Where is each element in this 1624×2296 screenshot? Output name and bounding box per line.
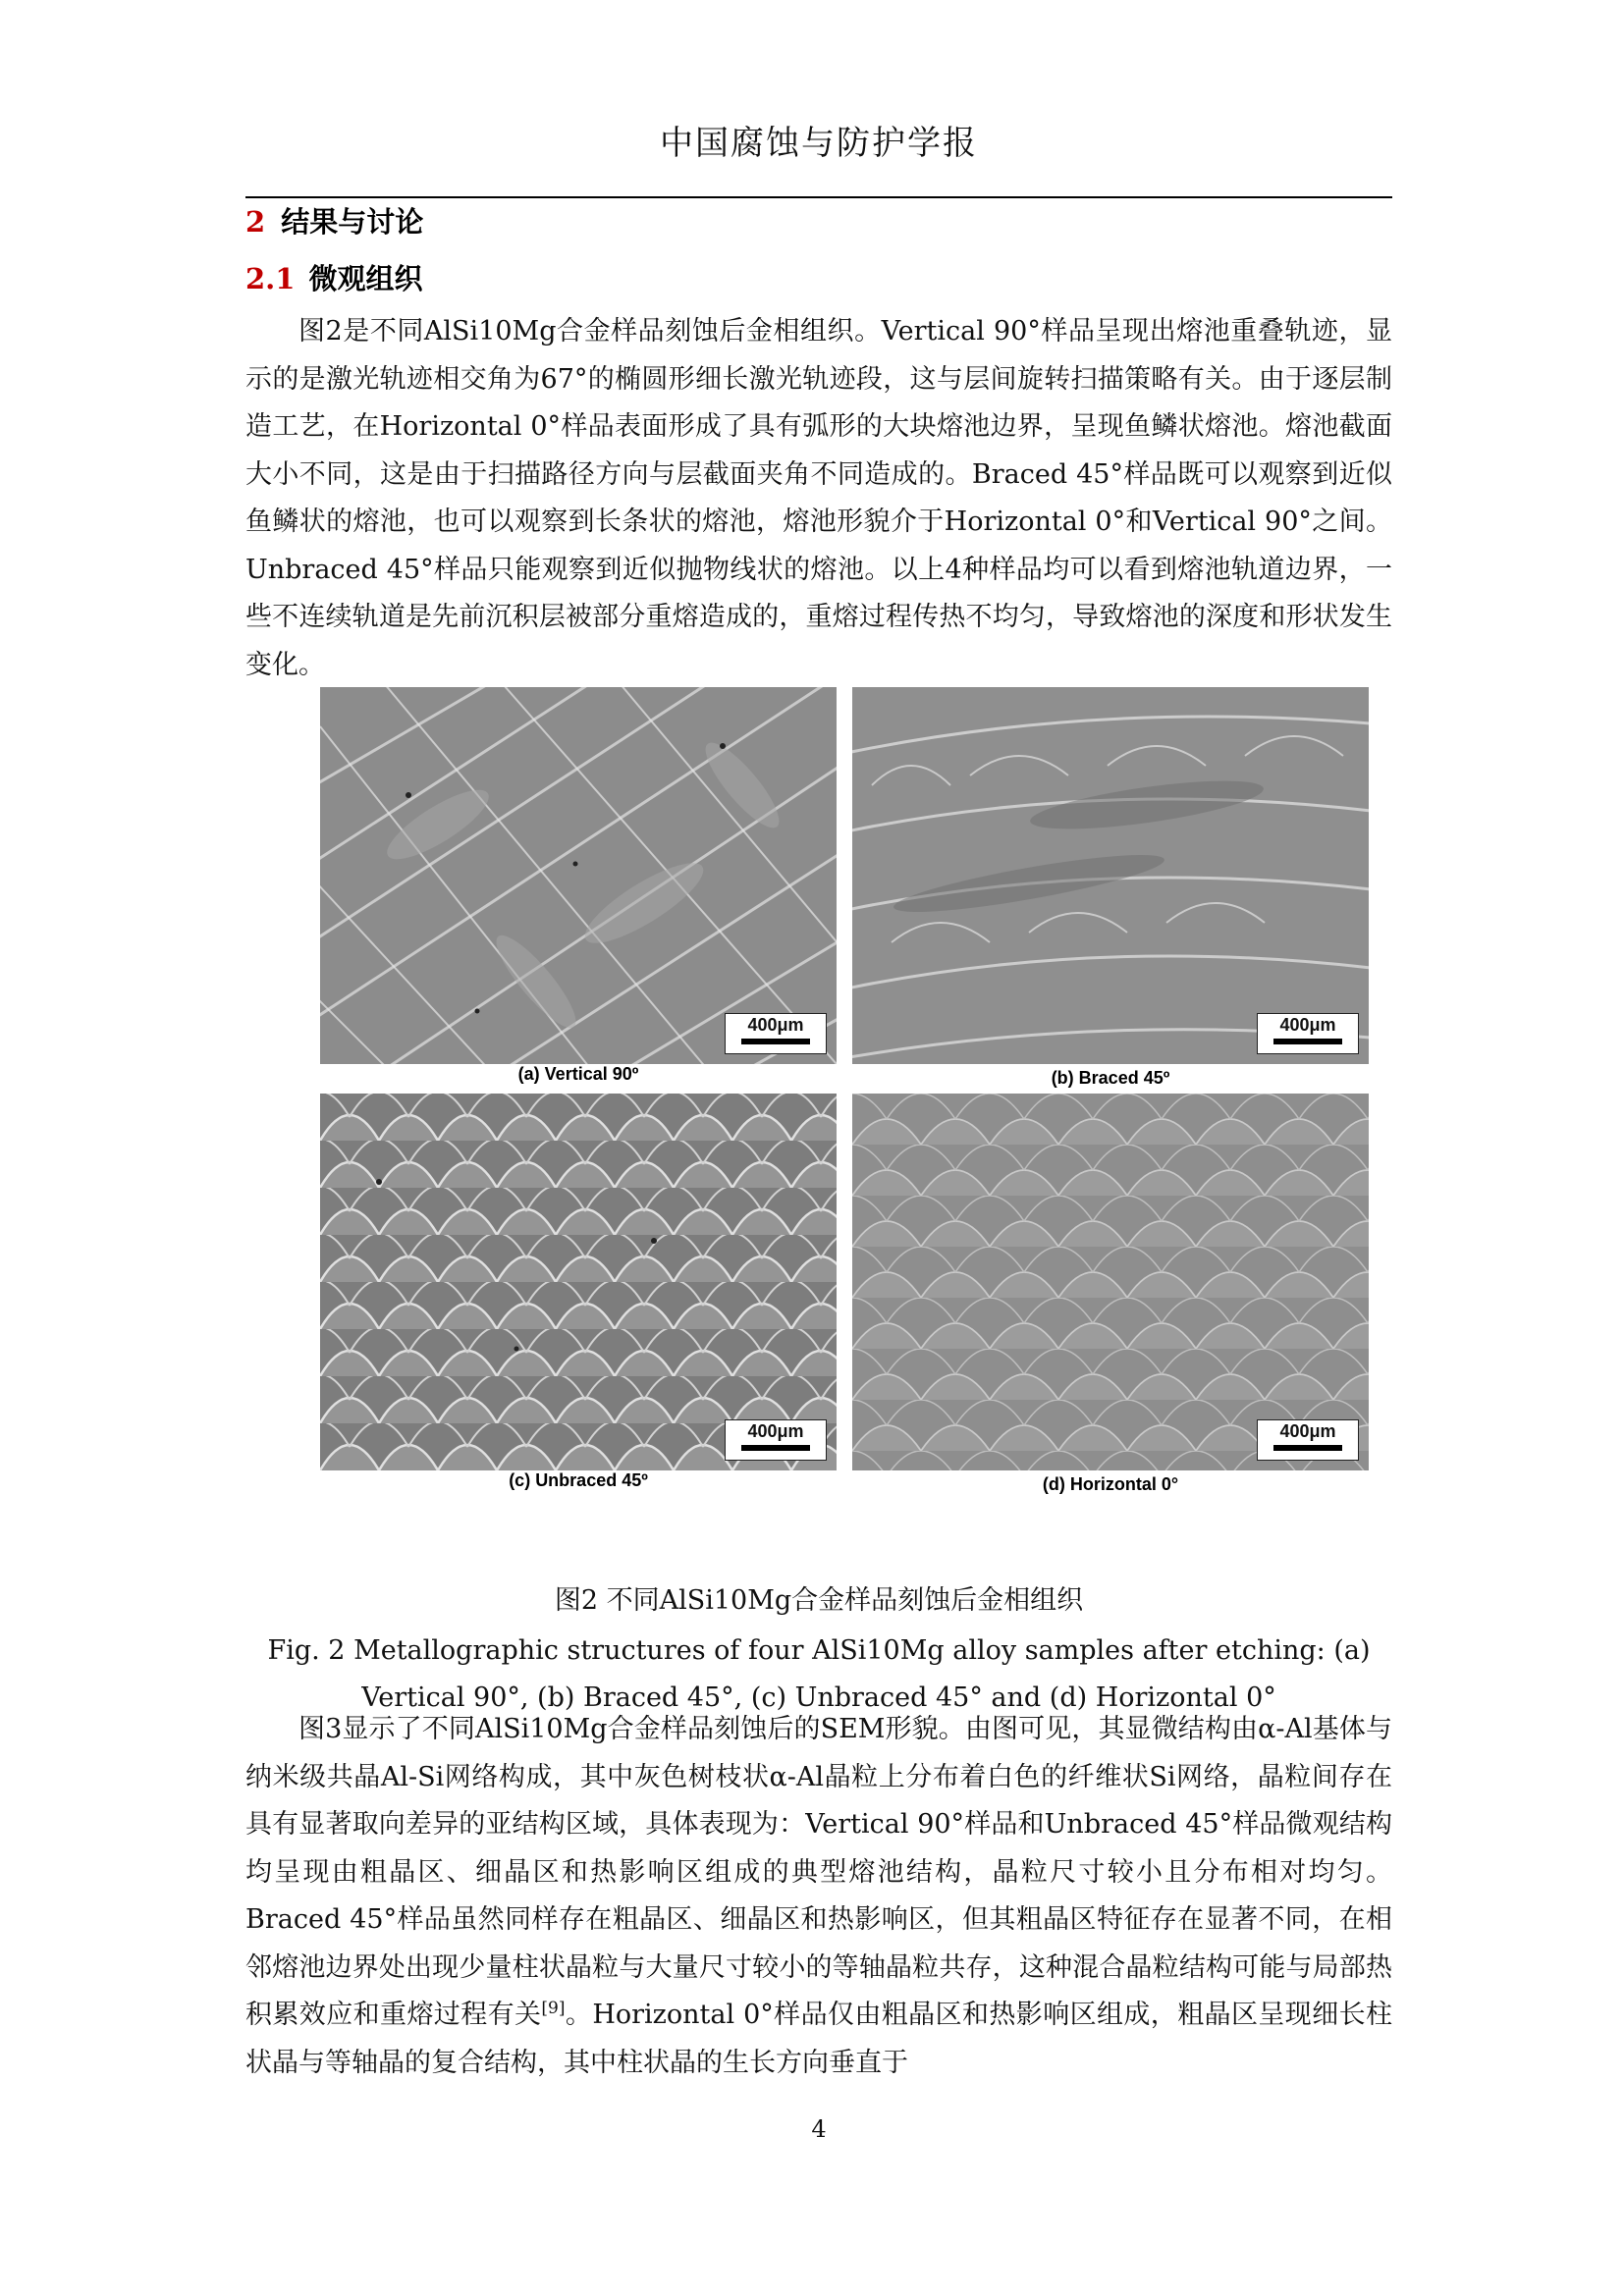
section-number: 2 bbox=[245, 205, 266, 239]
micrograph-a-image bbox=[320, 687, 837, 1064]
scale-bar-c: 400μm bbox=[725, 1419, 827, 1461]
journal-title: 中国腐蚀与防护学报 bbox=[660, 124, 978, 163]
subsection-title: 微观组织 bbox=[308, 262, 423, 295]
micrograph-c-image bbox=[320, 1094, 837, 1470]
figure-caption-cn: 图2 不同AlSi10Mg合金样品刻蚀后金相组织 bbox=[554, 1585, 1084, 1616]
caption-a: (a) Vertical 90º bbox=[517, 1064, 639, 1084]
micrograph-d bbox=[852, 1094, 1369, 1470]
paragraph-microstructure: 图2是不同AlSi10Mg合金样品刻蚀后金相组织。Vertical 90°样品呈现出熔池重叠轨迹，显示的是激光轨迹相交角为67°的椭圆形细长激光轨迹段，这与层间旋转扫描策略有关。由于逐层制造工艺，在Horizontal 0°样品表面形成了具有弧形的大块熔池边界，呈现鱼鳞状熔池。熔池截面大小不同，这是由于扫描路径方向与层截面夹角不同造成的。Braced 45°样品既可以观察到近似鱼鳞状的熔池，也可以观察到长条状的熔池，熔池形貌介于Horizontal 0°和Vertical 90°之间。Unbraced 45°样品只能观察到近似抛物线状的熔池。以上4种样品均可以看到熔池轨道边界，一些不连续轨道是先前沉积层被部分重熔造成的，重熔过程传热不均匀，导致熔池的深度和形状发生变化。 bbox=[245, 316, 1392, 680]
scale-bar-d: 400μm bbox=[1257, 1419, 1359, 1461]
citation-ref[interactable]: [9] bbox=[541, 1999, 566, 2018]
scale-bar-a: 400μm bbox=[725, 1013, 827, 1054]
caption-b: (b) Braced 45º bbox=[1051, 1068, 1170, 1088]
micrograph-b-image bbox=[852, 687, 1369, 1064]
page-number: 4 bbox=[811, 2115, 827, 2143]
micrograph-a bbox=[320, 687, 837, 1064]
header-rule bbox=[245, 196, 1392, 198]
figure-caption-en: Fig. 2 Metallographic structures of four AlSi10Mg alloy samples after etching: (a) Vertical 90°, (b) Braced 45°, (c) Unbraced 45° and (d) Horizontal 0° bbox=[267, 1635, 1371, 1713]
caption-c: (c) Unbraced 45º bbox=[509, 1470, 648, 1490]
paragraph-sem bbox=[245, 1706, 1392, 2087]
section-heading bbox=[245, 200, 423, 240]
caption-d: (d) Horizontal 0° bbox=[1042, 1474, 1179, 1494]
paragraph-sem-text-b: 。Horizontal 0°样品仅由粗晶区和热影响区组成，粗晶区呈现细长柱状晶与等轴晶的复合结构，其中柱状晶的生长方向垂直于 bbox=[245, 2000, 1393, 2078]
micrograph-b bbox=[852, 687, 1369, 1064]
paragraph-sem-text-a: 图3显示了不同AlSi10Mg合金样品刻蚀后的SEM形貌。由图可见，其显微结构由α-Al基体与纳米级共晶Al-Si网络构成，其中灰色树枝状α-Al晶粒上分布着白色的纤维状Si网络，晶粒间存在具有显著取向差异的亚结构区域，具体表现为：Vertical 90°样品和Unbraced 45°样品微观结构均呈现由粗晶区、细晶区和热影响区组成的典型熔池结构，晶粒尺寸较小且分布相对均匀。Braced 45°样品虽然同样存在粗晶区、细晶区和热影响区，但其粗晶区特征存在显著不同，在相邻熔池边界处出现少量柱状晶粒与大量尺寸较小的等轴晶粒共存，这种混合晶粒结构可能与局部热积累效应和重熔过程有关 bbox=[245, 1714, 1392, 2030]
subsection-heading bbox=[245, 257, 422, 297]
micrograph-c bbox=[320, 1094, 837, 1470]
micrograph-d-image bbox=[852, 1094, 1369, 1470]
section-title: 结果与讨论 bbox=[281, 205, 424, 239]
scale-bar-b: 400μm bbox=[1257, 1013, 1359, 1054]
subsection-number: 2.1 bbox=[245, 262, 296, 295]
